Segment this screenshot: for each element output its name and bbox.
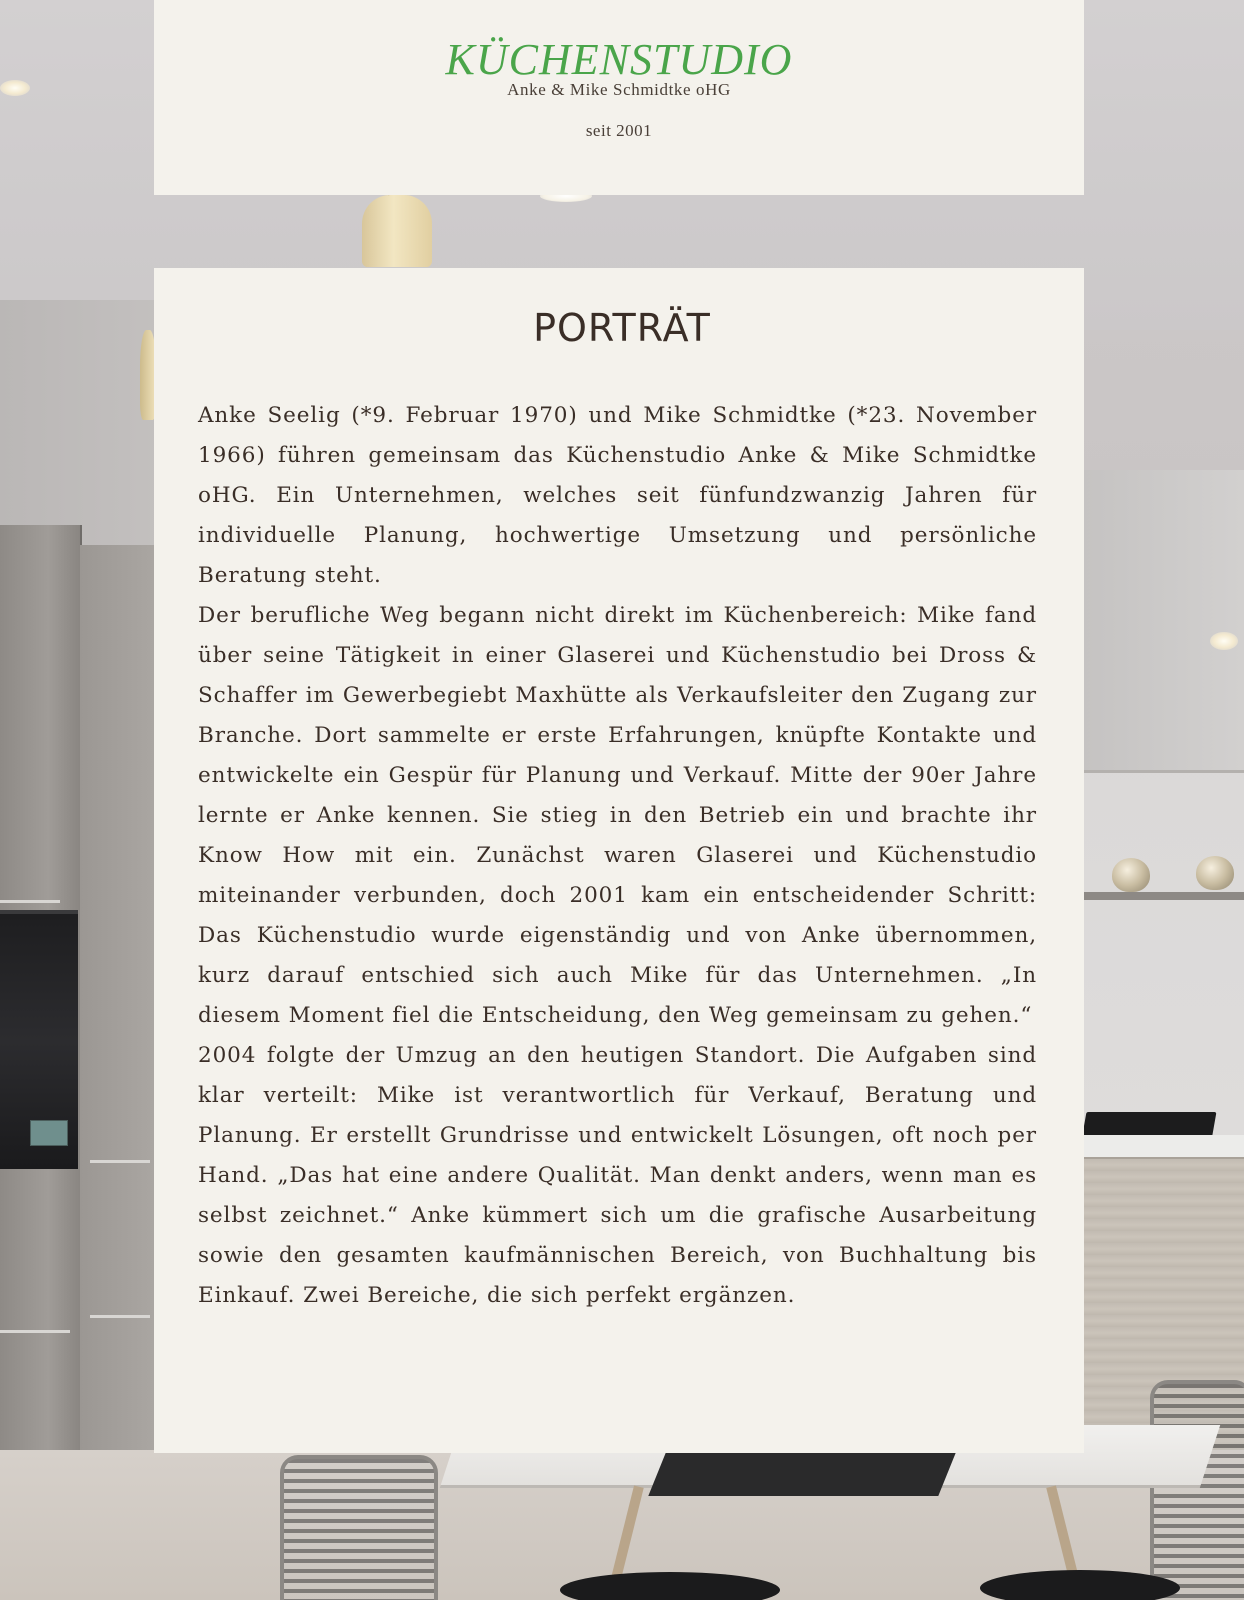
paragraph: Der berufliche Weg begann nicht direkt im Küchenbereich: Mike fand über seine Tätigkeit in einer Glaserei und Küchenstudio bei Dross & Schaffer im Gewerbegiebt Maxhütte als Verkaufsleiter den Zugang zur Branche. Dort sammelte er erste Erfahrungen, knüpfte Kontakte und entwickelte ein Gespür für Planung und Verkauf. Mitte der 90er Jahre lernte er Anke kennen. Sie stieg in den Betrieb ein und brachte ihr Know How mit ein. Zunächst waren Glaserei und Küchenstudio miteinander verbunden, doch 2001 kam ein entscheidender Schritt: Das Küchenstudio wurde eigenständig und von Anke übernommen, kurz darauf entschied sich auch Mike für das Unternehmen. „In diesem Moment fiel die Entscheidung, den Weg gemeinsam zu gehen.“ — [198, 603, 1037, 1028]
tall-cabinet — [80, 545, 154, 1600]
portrait-body — [198, 396, 1037, 1316]
countertop — [1084, 1135, 1244, 1157]
cabinet-handle — [90, 1315, 150, 1318]
upper-cabinet — [1084, 470, 1244, 773]
chair-seat — [560, 1572, 780, 1600]
paragraph: Anke Seelig (*9. Februar 1970) und Mike Schmidtke (*23. November 1966) führen gemeinsam das Küchenstudio Anke & Mike Schmidtke oHG. Ein Unternehmen, welches seit fünfundzwanzig Jahren für individuelle Planung, hochwertige Umsetzung und persönliche Beratung steht. — [198, 403, 1037, 588]
ceiling-light — [0, 80, 30, 96]
paragraph: 2004 folgte der Umzug an den heutigen Standort. Die Aufgaben sind klar verteilt: Mike ist verantwortlich für Verkauf, Beratung und Planung. Er erstellt Grundrisse und entwickelt Lösungen, oft noch per Hand. „Das hat eine andere Qualität. Man denkt anders, wenn man es selbst zeichnet.“ Anke kümmert sich um die grafische Ausarbeitung sowie den gesamten kaufmännischen Bereich, von Buchhaltung bis Einkauf. Zwei Bereiche, die sich perfekt ergänzen. — [198, 1043, 1037, 1308]
chair-seat — [980, 1570, 1180, 1600]
decor-bowl — [1196, 856, 1234, 890]
chair — [1150, 1380, 1244, 1600]
cabinet-handle — [0, 900, 60, 903]
decor-bowl — [1112, 858, 1150, 892]
cabinet-light — [1210, 632, 1238, 650]
oven-display — [30, 1120, 68, 1146]
wall-shelf — [1084, 892, 1244, 900]
founded-year: seit 2001 — [585, 121, 653, 140]
pendant-lamp — [362, 195, 432, 267]
company-name: Anke & Mike Schmidtke oHG — [507, 80, 731, 99]
brand-title: KÜCHENSTUDIO — [445, 35, 793, 84]
cabinet-handle — [90, 1160, 150, 1163]
section-title: PORTRÄT — [533, 306, 711, 350]
cabinet-handle — [0, 1330, 70, 1333]
chair — [280, 1455, 438, 1600]
header-card — [154, 0, 1084, 195]
